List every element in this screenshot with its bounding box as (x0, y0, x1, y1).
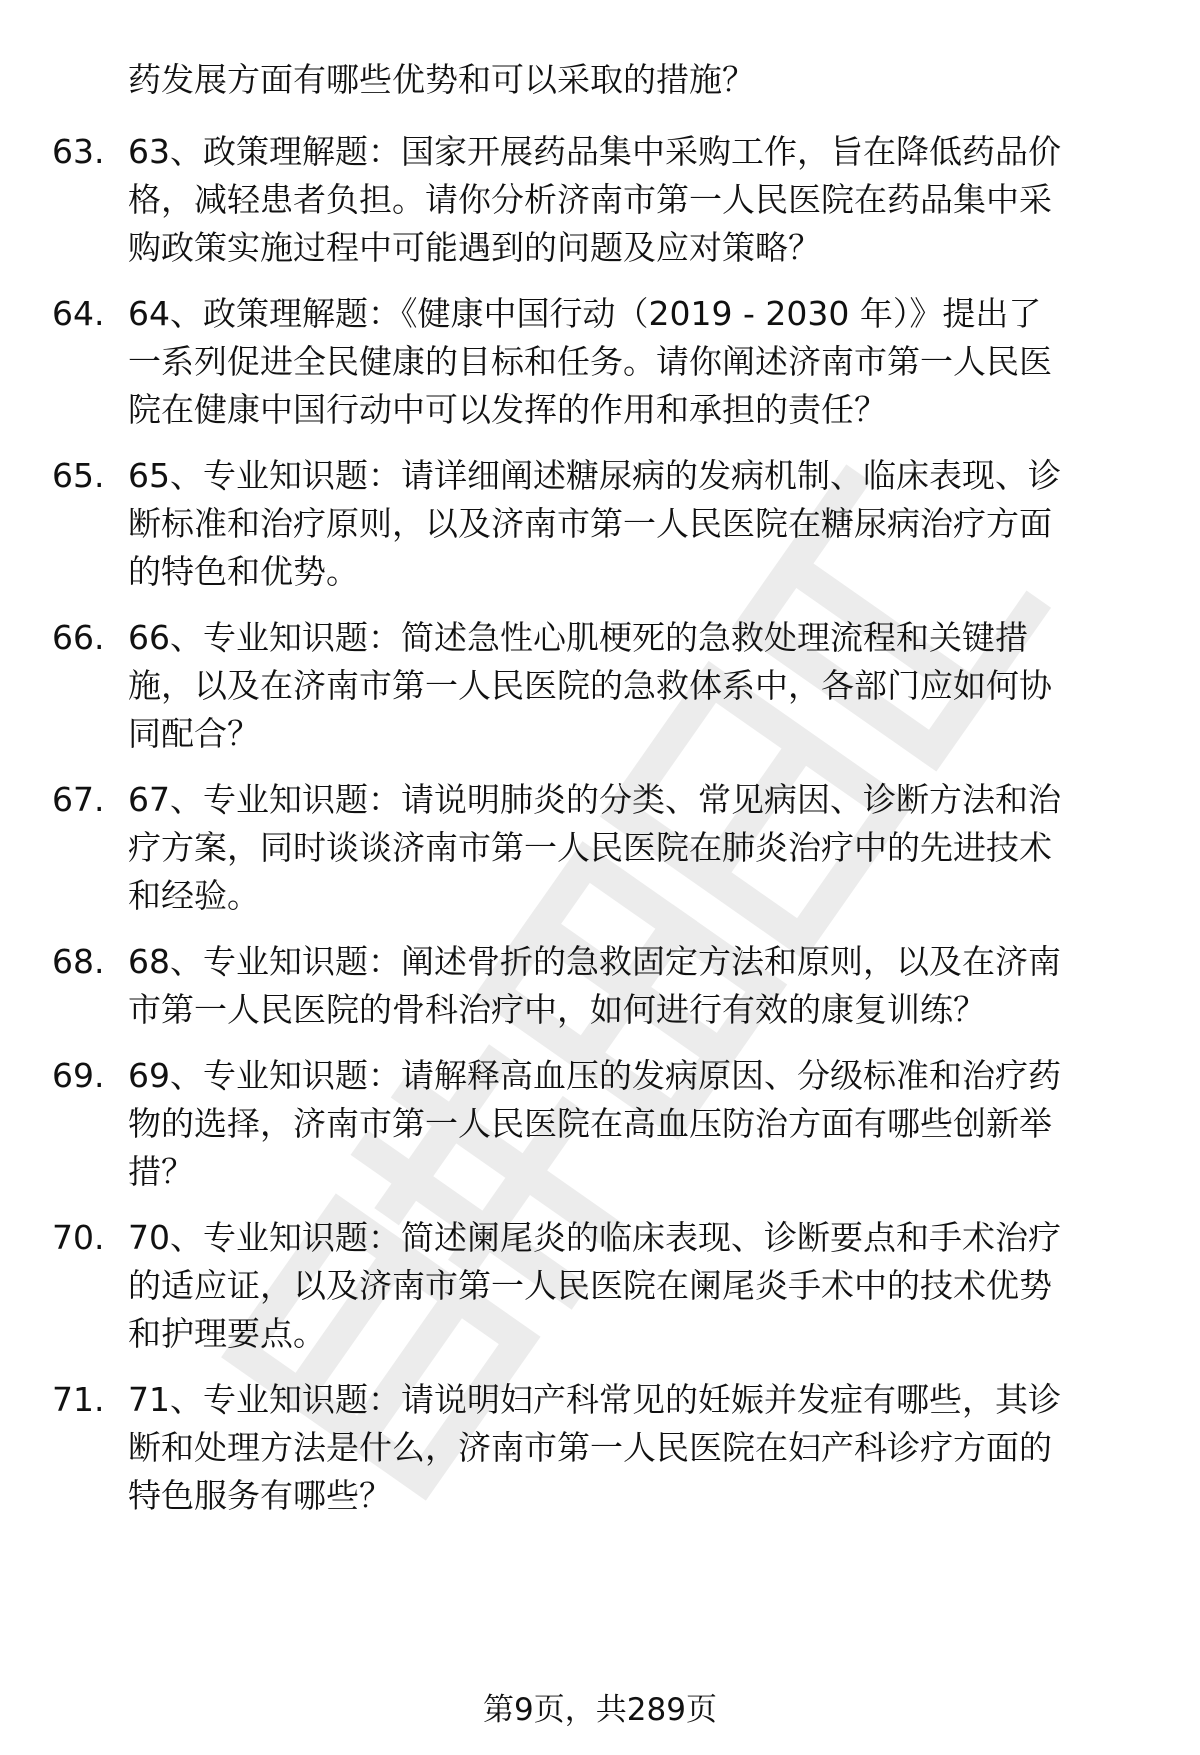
item-line: 措？ (128, 1152, 194, 1191)
item-line: 65、专业知识题：请详细阐述糖尿病的发病机制、临床表现、诊 (128, 456, 1061, 495)
item-number: 68. (52, 942, 105, 981)
item-line: 70、专业知识题：简述阑尾炎的临床表现、诊断要点和手术治疗 (128, 1218, 1061, 1257)
item-line: 格，减轻患者负担。请你分析济南市第一人民医院在药品集中采 (128, 180, 1052, 219)
item-line: 68、专业知识题：阐述骨折的急救固定方法和原则，以及在济南 (128, 942, 1061, 981)
item-line: 和经验。 (128, 876, 260, 915)
item-number: 64. (52, 294, 105, 333)
item-number: 67. (52, 780, 105, 819)
item-line: 断和处理方法是什么，济南市第一人民医院在妇产科诊疗方面的 (128, 1428, 1052, 1467)
item-line: 的特色和优势。 (128, 552, 359, 591)
item-line: 64、政策理解题：《健康中国行动（2019 - 2030 年）》提出了 (128, 294, 1042, 333)
item-number: 65. (52, 456, 105, 495)
item-text (128, 128, 1148, 272)
item-line: 一系列促进全民健康的目标和任务。请你阐述济南市第一人民医 (128, 342, 1052, 381)
item-number: 63. (52, 132, 105, 171)
item-line: 购政策实施过程中可能遇到的问题及应对策略？ (128, 228, 821, 267)
item-line: 66、专业知识题：简述急性心肌梗死的急救处理流程和关键措 (128, 618, 1028, 657)
item-text (128, 1052, 1148, 1196)
item-number: 71. (52, 1380, 105, 1419)
item-line: 院在健康中国行动中可以发挥的作用和承担的责任？ (128, 390, 887, 429)
item-number: 70. (52, 1218, 105, 1257)
item-text (128, 614, 1148, 758)
page-footer: 第9页，共289页 (483, 1692, 717, 1728)
item-line: 67、专业知识题：请说明肺炎的分类、常见病因、诊断方法和治 (128, 780, 1061, 819)
item-line: 69、专业知识题：请解释高血压的发病原因、分级标准和治疗药 (128, 1056, 1061, 1095)
item-line: 市第一人民医院的骨科治疗中，如何进行有效的康复训练？ (128, 990, 986, 1029)
item-line: 63、政策理解题：国家开展药品集中采购工作，旨在降低药品价 (128, 132, 1061, 171)
item-line: 71、专业知识题：请说明妇产科常见的妊娠并发症有哪些，其诊 (128, 1380, 1061, 1419)
item-line: 施，以及在济南市第一人民医院的急救体系中，各部门应如何协 (128, 666, 1052, 705)
item-line: 断标准和治疗原则，以及济南市第一人民医院在糖尿病治疗方面 (128, 504, 1052, 543)
item-line: 特色服务有哪些？ (128, 1476, 392, 1515)
item-text (128, 1376, 1148, 1520)
item-line: 疗方案，同时谈谈济南市第一人民医院在肺炎治疗中的先进技术 (128, 828, 1052, 867)
item-line: 的适应证，以及济南市第一人民医院在阑尾炎手术中的技术优势 (128, 1266, 1052, 1305)
item-text (128, 776, 1148, 920)
item-line: 物的选择，济南市第一人民医院在高血压防治方面有哪些创新举 (128, 1104, 1052, 1143)
item-number: 66. (52, 618, 105, 657)
item-line: 和护理要点。 (128, 1314, 326, 1353)
item-text (128, 290, 1148, 434)
item-text (128, 1214, 1148, 1358)
continuation-text: 药发展方面有哪些优势和可以采取的措施？ (128, 60, 755, 99)
item-line: 同配合？ (128, 714, 260, 753)
item-text (128, 938, 1148, 1034)
item-text (128, 452, 1148, 596)
item-number: 69. (52, 1056, 105, 1095)
